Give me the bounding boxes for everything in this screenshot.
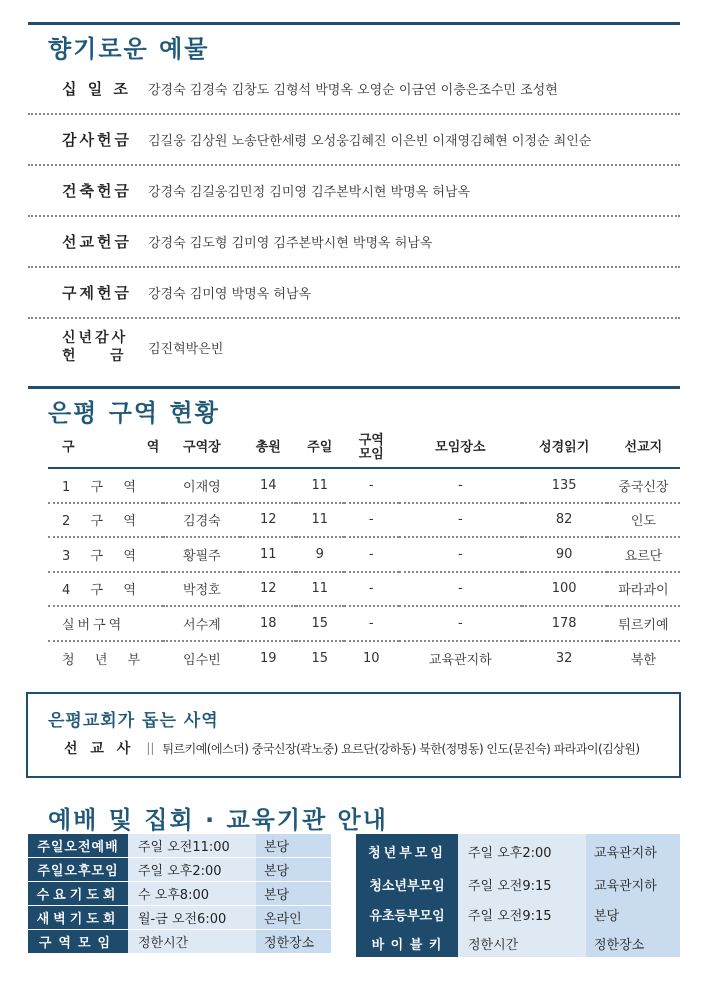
schedule-place: 본당: [256, 882, 331, 905]
offerings-header: [28, 22, 680, 64]
mission-list: 튀르키예(에스더) 중국신장(곽노중) 요르단(강하동) 북한(정명동) 인도(문진숙) 파라과이(김상원): [162, 741, 640, 756]
mission-title: 은평교회가 돕는 사역: [48, 711, 219, 731]
cell-meeting: 10: [363, 650, 380, 666]
col-header-place: 모임장소: [399, 428, 522, 468]
cell-place: -: [399, 572, 522, 607]
cell-sunday: 11: [296, 572, 344, 607]
cell-meeting: -: [344, 606, 399, 641]
offering-names: 강경숙 김도형 김미영 김주본박시현 박명옥 허남옥: [148, 236, 433, 251]
schedule-time: 월-금 오전6:00: [128, 906, 256, 929]
schedule-place: 교육관지하: [586, 869, 680, 899]
cell-district: 2 구 역: [48, 503, 163, 538]
schedule-row: [28, 834, 331, 857]
schedule-row: [356, 899, 680, 929]
schedule-time: 정한시간: [458, 929, 586, 957]
offerings-list: [28, 64, 680, 375]
table-row: [48, 503, 680, 538]
schedule-time: 주일 오전9:15: [458, 899, 586, 929]
cell-bible: 82: [522, 503, 607, 538]
mission-line: [64, 738, 640, 758]
offering-label-line1: 신년감사: [62, 330, 129, 346]
offerings-title: 향기로운 예물: [48, 35, 210, 63]
cell-mission-field: 파라과이: [607, 572, 680, 607]
cell-total: 14: [240, 468, 295, 503]
schedule-time: 주일 오후2:00: [458, 834, 586, 869]
offerings-rule: [28, 22, 680, 25]
cell-mission-field: 중국신장: [607, 468, 680, 503]
offering-names: 김길웅 김상원 노송단한세령 오성웅김혜진 이은빈 이재영김혜현 이정순 최인순: [148, 134, 592, 149]
schedule-row: [28, 930, 331, 953]
schedule-place: 정한장소: [256, 930, 331, 953]
cell-sunday: 15: [311, 650, 329, 666]
offering-names: 김진혁박은빈: [148, 341, 224, 357]
schedule-right: [356, 834, 680, 957]
schedule-title: 예배 및 집회 · 교육기관 안내: [48, 806, 388, 834]
offering-row-thanks: [28, 115, 680, 166]
offering-label-line2: 헌 금: [62, 348, 127, 364]
cell-place: -: [399, 503, 522, 538]
cell-place: -: [399, 468, 522, 503]
cell-sunday: 15: [296, 606, 344, 641]
cell-meeting: -: [344, 503, 399, 538]
offering-names: 강경숙 김미영 박명옥 허남옥: [148, 287, 312, 302]
schedule-label: 주일오전예배: [28, 834, 128, 857]
offering-label: 선교헌금: [62, 233, 132, 251]
schedule-label: 바 이 블 키: [356, 929, 458, 957]
mission-separator: ||: [146, 741, 155, 755]
table-row: [48, 606, 680, 641]
schedule-label: 청년부모임: [356, 834, 458, 869]
schedule-label: 새벽기도회: [28, 906, 128, 929]
table-row: [48, 537, 680, 572]
col-header-mission-field: 선교지: [607, 428, 680, 468]
col-header-total: 총원: [240, 428, 295, 468]
schedule-row: [28, 906, 331, 929]
schedule-place: 본당: [256, 834, 331, 857]
cell-mission-field: 요르단: [607, 537, 680, 572]
cell-district: 4 구 역: [48, 572, 163, 607]
cell-bible: 135: [522, 468, 607, 503]
schedule-left: [28, 834, 331, 954]
cell-district: 3 구 역: [48, 537, 163, 572]
col-header-district: 구 역: [48, 428, 163, 468]
col-header-meeting-line1: 구역: [358, 432, 384, 448]
offering-label: [62, 329, 148, 365]
schedule-row: [356, 929, 680, 957]
table-header-row: [48, 428, 680, 468]
offering-label: 십 일 조: [62, 80, 131, 98]
cell-leader: 임수빈: [183, 652, 221, 668]
col-header-meeting: [344, 428, 399, 468]
schedule-time: 주일 오전11:00: [128, 834, 256, 857]
mission-box: [26, 692, 681, 778]
col-header-bible: 성경읽기: [522, 428, 607, 468]
col-header-leader: 구역장: [163, 428, 240, 468]
cell-bible: 32: [555, 650, 573, 666]
cell-total: 11: [240, 537, 295, 572]
schedule-header: [28, 800, 680, 835]
schedule-row: [28, 858, 331, 881]
schedule-label: 구역모임: [28, 930, 128, 953]
cell-meeting: -: [344, 572, 399, 607]
cell-meeting: -: [344, 468, 399, 503]
cell-district: 실버구역: [48, 606, 163, 641]
schedule-place: 정한장소: [586, 929, 680, 957]
cell-leader: 김경숙: [163, 503, 240, 538]
cell-leader: 황필주: [163, 537, 240, 572]
cell-bible: 178: [522, 606, 607, 641]
schedule-place: 본당: [586, 899, 680, 929]
offering-names: 강경숙 김경숙 김창도 김형석 박명옥 오영순 이금연 이충은조수민 조성현: [148, 83, 558, 98]
cell-meeting: -: [344, 537, 399, 572]
districts-rule: [28, 386, 680, 389]
offering-label: 건축헌금: [62, 182, 132, 200]
cell-district: 1 구 역: [48, 468, 163, 503]
cell-place: -: [399, 537, 522, 572]
cell-leader: 이재영: [163, 468, 240, 503]
offering-row-tithe: [28, 64, 680, 115]
table-row: [48, 468, 680, 503]
offering-row-building: [28, 166, 680, 217]
cell-place: -: [399, 606, 522, 641]
schedule-label: 유초등부모임: [356, 899, 458, 929]
schedule-place: 교육관지하: [586, 834, 680, 869]
col-header-sunday: 주일: [296, 428, 344, 468]
schedule-time: 주일 오전9:15: [458, 869, 586, 899]
cell-leader: 박정호: [163, 572, 240, 607]
cell-total: 12: [240, 572, 295, 607]
cell-total: 19: [259, 650, 277, 666]
schedule-label: 주일오후모임: [28, 858, 128, 881]
schedule-time: 주일 오후2:00: [128, 858, 256, 881]
schedule-place: 본당: [256, 858, 331, 881]
offering-label: 감사헌금: [62, 131, 132, 149]
cell-sunday: 11: [296, 468, 344, 503]
cell-bible: 100: [522, 572, 607, 607]
schedule-time: 정한시간: [128, 930, 256, 953]
table-row: [48, 641, 680, 676]
schedule-row: [356, 834, 680, 869]
cell-leader: 서수계: [163, 606, 240, 641]
mission-label: 선 교 사: [64, 741, 135, 757]
col-header-meeting-line2: 모임: [358, 446, 384, 462]
table-row: [48, 572, 680, 607]
cell-bible: 90: [522, 537, 607, 572]
offering-names: 강경숙 김길웅김민정 김미영 김주본박시현 박명옥 허남옥: [148, 185, 471, 200]
offering-row-mission: [28, 217, 680, 268]
cell-mission-field: 북한: [630, 652, 656, 668]
cell-district: 청 년 부: [62, 652, 145, 668]
offering-row-newyear: [28, 319, 680, 375]
schedule-row: [28, 882, 331, 905]
offering-row-relief: [28, 268, 680, 319]
districts-table: [48, 428, 680, 675]
schedule-place: 온라인: [256, 906, 331, 929]
offering-label: 구제헌금: [62, 284, 132, 302]
cell-mission-field: 튀르키예: [607, 606, 680, 641]
schedule-row: [356, 869, 680, 899]
cell-mission-field: 인도: [607, 503, 680, 538]
cell-sunday: 9: [296, 537, 344, 572]
cell-total: 18: [240, 606, 295, 641]
cell-place: 교육관지하: [428, 652, 492, 668]
cell-sunday: 11: [296, 503, 344, 538]
districts-header: [28, 386, 680, 428]
schedule-time: 수 오후8:00: [128, 882, 256, 905]
schedule-label: 수요기도회: [28, 882, 128, 905]
districts-title: 은평 구역 현황: [48, 399, 220, 427]
cell-total: 12: [240, 503, 295, 538]
schedule-label: 청소년부모임: [356, 869, 458, 899]
